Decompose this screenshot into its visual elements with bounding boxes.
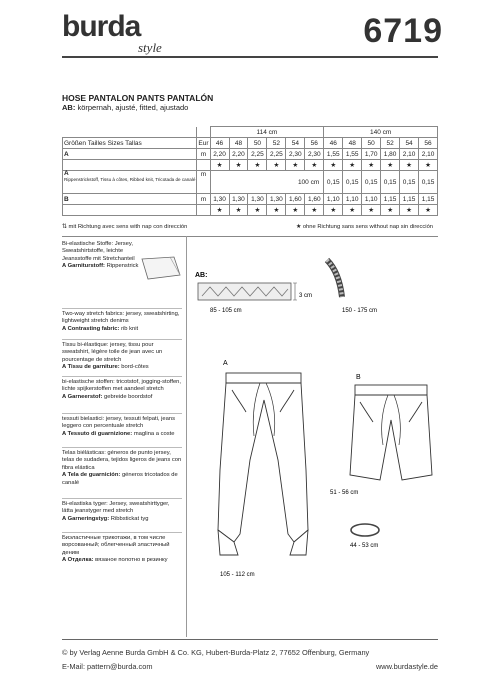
brand-subname: style: [138, 40, 162, 55]
column-divider: [186, 236, 187, 637]
fabric-text: Telas biélásticas: géneros de punto jersey, telas de sudadera, tejidos ligeros de jeans con fibra elástica: [62, 450, 182, 471]
fabric-text: tessuti bielastici: jersey, tessuti felpati, jeans leggero con percentuale stretch: [62, 416, 175, 430]
divider: [62, 498, 182, 499]
nap-legend-right: [296, 224, 433, 230]
brand-logo: [62, 10, 162, 55]
divider: [62, 413, 182, 414]
sizes-label: Größen Tailles Sizes Tallas: [63, 138, 197, 149]
fabric-text: Bi-elastische Stoffe: Jersey, Sweatshirtstoffe, leichte Jeansstoffe mit Stretchanteil: [62, 241, 135, 262]
row-b-label: B: [63, 194, 197, 205]
fabric-block-de: [62, 241, 140, 271]
cord-measure: 150 - 175 cm: [342, 308, 378, 314]
size-cell: 56: [305, 138, 324, 149]
elastic-ring-icon: [351, 524, 379, 536]
yardage-table: [62, 126, 438, 216]
row-b: [63, 194, 438, 205]
size-cell: 54: [400, 138, 419, 149]
yardage-cell: 0,15: [419, 171, 438, 194]
width-140-header: 140 cm: [324, 127, 438, 138]
yardage-cell: 2,10: [400, 149, 419, 160]
fabric-block-sv: [62, 501, 182, 523]
copyright: © by Verlag Aenne Burda GmbH & Co. KG, Hubert-Burda-Platz 2, 77652 Offenburg, Germany: [62, 648, 370, 657]
fabric-value: maglina a coste: [133, 430, 175, 437]
row-a-label: A: [63, 149, 197, 160]
fabric-label: A Garneringstyg:: [62, 515, 110, 522]
fabric-block-ru: [62, 535, 182, 565]
row-rib-unit: m: [197, 171, 210, 194]
ab-label: AB:: [195, 272, 208, 279]
rib-width: 100 cm: [210, 171, 324, 194]
size-cell: 48: [343, 138, 362, 149]
fit-label: AB:: [62, 103, 76, 112]
pants-a-drawing: [218, 373, 308, 555]
b-hem-measure: 51 - 56 cm: [330, 490, 359, 496]
row-rib-sublabel: Rippenstrickstoff, Tissu à côtes, Ribbed knit, Tricotada de canalé: [64, 177, 196, 182]
fabric-label: A Tissu de garniture:: [62, 364, 120, 371]
yardage-cell: 1,30: [229, 194, 248, 205]
brand-name: burda: [62, 10, 141, 43]
view-a-label: A: [223, 360, 228, 367]
yardage-cell: 2,25: [267, 149, 286, 160]
yardage-cell: 2,25: [248, 149, 267, 160]
drawstring-cord-icon: [327, 260, 342, 297]
yardage-cell: 1,10: [362, 194, 381, 205]
fabric-block-fr: [62, 342, 182, 372]
divider: [62, 376, 182, 377]
fabric-value: Ribbstickat tyg: [110, 515, 149, 522]
waist-measure: 85 - 105 cm: [210, 308, 242, 314]
fabric-label: A Отделка:: [62, 557, 94, 564]
size-cell: 54: [286, 138, 305, 149]
view-b-label: B: [356, 374, 361, 381]
star-icon: ★: [296, 224, 302, 230]
fabric-value: Rippenstrick: [106, 263, 139, 270]
row-rib-label: A: [64, 170, 69, 177]
fabric-text: Two-way stretch fabrics: jersey, sweatshirting, lightweight stretch denims: [62, 311, 180, 325]
divider: [62, 447, 182, 448]
divider: [62, 339, 182, 340]
website-link[interactable]: www.burdastyle.de: [375, 662, 438, 671]
nap-right-text: ohne Richtung sans sens without nap sin dirección: [302, 224, 434, 230]
fabric-label: A Tessuto di guarnizione:: [62, 430, 133, 437]
size-cell: 48: [229, 138, 248, 149]
size-cell: 50: [248, 138, 267, 149]
header-rule: [62, 56, 438, 58]
fabric-value: géneros tricotados de canalé: [62, 472, 178, 486]
stars-row: ★ ★ ★ ★ ★ ★ ★ ★ ★ ★ ★ ★: [63, 205, 438, 216]
row-rib: [63, 171, 438, 194]
yardage-cell: 0,15: [343, 171, 362, 194]
nap-left-text: mit Richtung avec sens with nap con dirección: [68, 224, 188, 230]
size-cell: 52: [381, 138, 400, 149]
height-measure: 3 cm: [299, 293, 313, 299]
yardage-cell: 1,30: [210, 194, 229, 205]
elastic-measure: 44 - 53 cm: [350, 543, 379, 549]
row-a: [63, 149, 438, 160]
size-cell: 50: [362, 138, 381, 149]
row-b-unit: m: [197, 194, 210, 205]
garment-fit: [62, 103, 188, 112]
fabric-text: Bi-elastiska tyger: Jersey, sweatshirttyger, lätta jeanstyger med stretch: [62, 501, 170, 515]
yardage-cell: 1,10: [324, 194, 343, 205]
fabric-value: bord-côtes: [121, 364, 149, 371]
yardage-cell: 2,30: [286, 149, 305, 160]
fabric-text: bi-elastische stoffen: tricotstof, jogging-stoffen, lichte spijkerstoffen met aandeel stretch: [62, 379, 182, 393]
width-114-header: 114 cm: [210, 127, 324, 138]
fabric-block-it: [62, 416, 182, 438]
yardage-cell: 1,10: [343, 194, 362, 205]
sizes-row: [63, 138, 438, 149]
nap-legend-left: [62, 224, 187, 230]
fabric-text: Tissu bi-élastique: jersey, tissu pour sweatshirt, légère toile de jean avec un pourcentage de stretch: [62, 342, 163, 363]
fabric-block-en: [62, 311, 182, 333]
yardage-cell: 2,20: [229, 149, 248, 160]
fabric-block-es: [62, 450, 182, 487]
waistband-illustration: [198, 283, 297, 300]
garment-title: HOSE PANTALON PANTS PANTALÓN: [62, 93, 214, 103]
size-cell: 46: [210, 138, 229, 149]
size-cell: 56: [419, 138, 438, 149]
yardage-cell: 2,30: [305, 149, 324, 160]
yardage-cell: 1,80: [381, 149, 400, 160]
fit-text: körpernah, ajusté, fitted, ajustado: [77, 103, 189, 112]
size-cell: 46: [324, 138, 343, 149]
yardage-cell: 1,30: [267, 194, 286, 205]
divider: [62, 532, 182, 533]
divider: [62, 308, 182, 309]
yardage-cell: 1,15: [381, 194, 400, 205]
yardage-cell: 1,70: [362, 149, 381, 160]
yardage-cell: 2,20: [210, 149, 229, 160]
yardage-cell: 1,60: [286, 194, 305, 205]
a-hem-measure: 105 - 112 cm: [220, 572, 255, 578]
size-cell: 52: [267, 138, 286, 149]
yardage-cell: 0,15: [324, 171, 343, 194]
technical-drawing: [190, 240, 440, 580]
shorts-b-drawing: [350, 385, 432, 480]
yardage-cell: 1,30: [248, 194, 267, 205]
fabric-label: A Contrasting fabric:: [62, 325, 120, 332]
arrows-icon: ⇅: [62, 224, 67, 230]
row-a-unit: m: [197, 149, 210, 160]
stars-row: ★ ★ ★ ★ ★ ★ ★ ★ ★ ★ ★ ★: [63, 160, 438, 171]
yardage-cell: 1,55: [324, 149, 343, 160]
email[interactable]: E-Mail: pattern@burda.com: [62, 662, 153, 671]
fabric-swatch-icon: [140, 255, 182, 281]
fabric-label: A Tela de guarnición:: [62, 472, 121, 479]
fabric-block-nl: [62, 379, 182, 401]
yardage-cell: 0,15: [381, 171, 400, 194]
yardage-cell: 2,10: [419, 149, 438, 160]
table-divider: [62, 236, 438, 237]
yardage-cell: 1,15: [400, 194, 419, 205]
yardage-cell: 1,55: [343, 149, 362, 160]
fabric-value: вязаное полотно в резинку: [95, 557, 168, 564]
fabric-label: A Garniturstoff:: [62, 263, 105, 270]
fabric-value: rib knit: [121, 325, 139, 332]
fabric-value: gebreide boordstof: [104, 393, 153, 400]
footer-divider: [62, 639, 438, 640]
yardage-cell: 0,15: [362, 171, 381, 194]
sizes-unit: Eur: [198, 139, 209, 147]
yardage-cell: 1,15: [419, 194, 438, 205]
fabric-text: Биэластичные трикотажи, в том числе ворсованный; облегченный эластичный деним: [62, 535, 170, 556]
fabric-label: A Garneerstof:: [62, 393, 103, 400]
yardage-cell: 1,60: [305, 194, 324, 205]
yardage-cell: 0,15: [400, 171, 419, 194]
pattern-number: 6719: [363, 12, 443, 50]
